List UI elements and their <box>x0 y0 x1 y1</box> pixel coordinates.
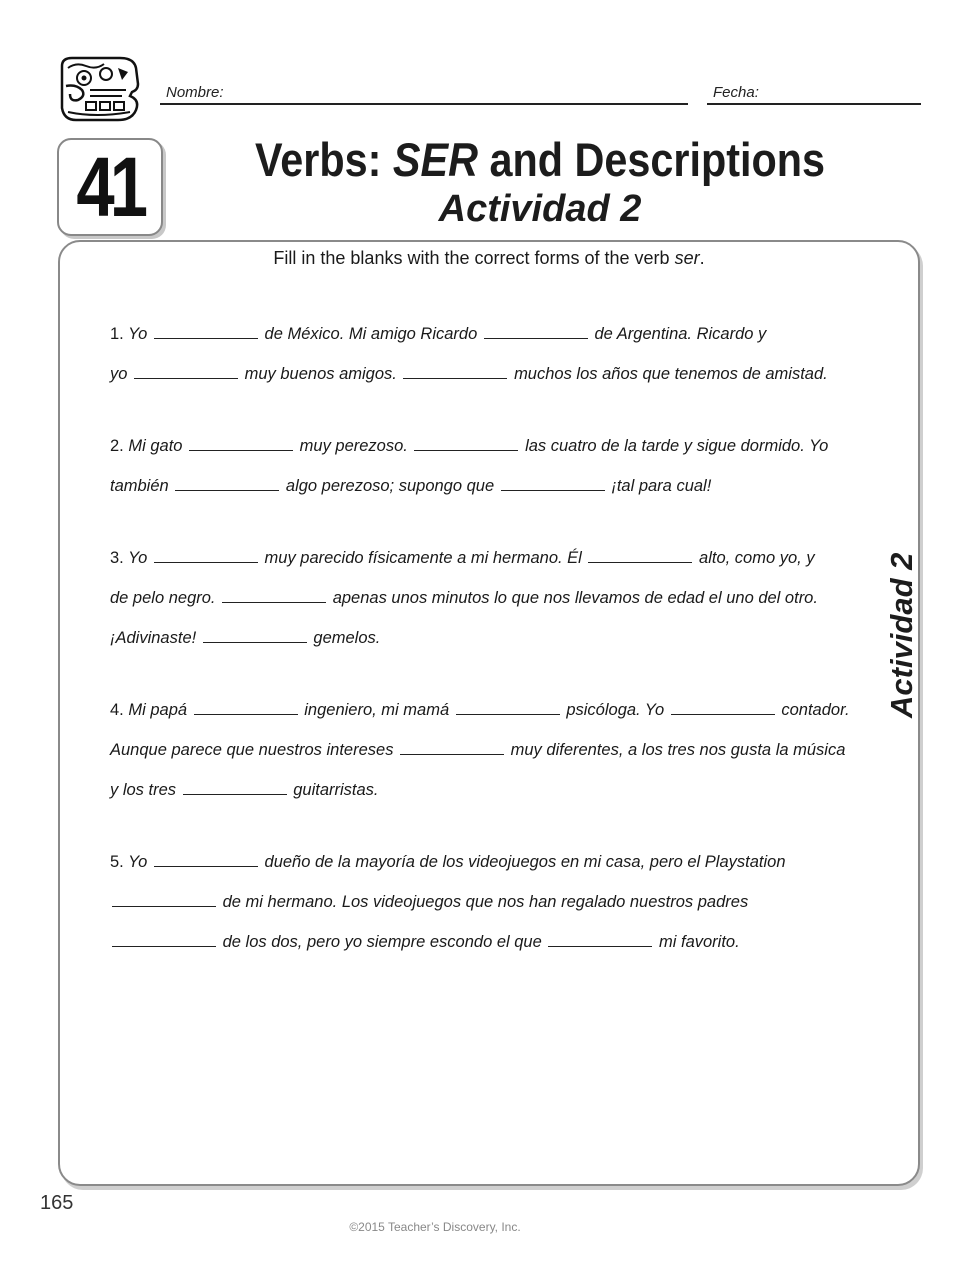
exercise-text: ¡Adivinaste! <box>110 629 197 647</box>
exercise-text: de mi hermano. Los videojuegos que nos han regalado nuestros padres <box>222 893 749 911</box>
exercise-line <box>110 548 815 568</box>
exercise-line <box>110 628 380 648</box>
answer-blank[interactable] <box>134 364 238 379</box>
lesson-number-badge <box>57 138 163 236</box>
name-label: Nombre: <box>166 84 224 101</box>
exercise-text: y los tres <box>110 781 177 799</box>
exercise-text: mi favorito. <box>658 933 740 951</box>
exercise-text: alto, como yo, y <box>699 549 815 567</box>
exercise-panel <box>58 240 920 1186</box>
exercise-line <box>110 324 766 344</box>
exercise-text: también <box>110 477 169 495</box>
exercise-text: de pelo negro. <box>110 589 216 607</box>
side-tab-label: Actividad 2 <box>884 552 919 718</box>
date-field[interactable] <box>707 103 921 105</box>
exercise-text: Mi papá <box>128 701 188 719</box>
exercise-line <box>110 852 786 872</box>
answer-blank[interactable] <box>403 364 507 379</box>
exercise-text: ingeniero, mi mamá <box>304 701 450 719</box>
exercise-number: 4. <box>110 701 124 719</box>
answer-blank[interactable] <box>112 892 216 907</box>
exercise-text: psicóloga. Yo <box>566 701 665 719</box>
answer-blank[interactable] <box>154 324 258 339</box>
page-title <box>206 132 875 187</box>
exercise-text: dueño de la mayoría de los videojuegos en mi casa, pero el Playstation <box>264 853 786 871</box>
exercise-number: 1. <box>110 325 124 343</box>
exercise-text: de Argentina. Ricardo y <box>594 325 767 343</box>
exercise-line <box>110 436 828 456</box>
answer-blank[interactable] <box>203 628 307 643</box>
name-field[interactable] <box>160 103 688 105</box>
exercise-line <box>110 740 845 760</box>
instructions-end: . <box>699 248 705 268</box>
page-number: 165 <box>40 1192 74 1214</box>
exercise-text: muy buenos amigos. <box>244 365 397 383</box>
exercise-text: guitarristas. <box>293 781 379 799</box>
answer-blank[interactable] <box>112 932 216 947</box>
answer-blank[interactable] <box>194 700 298 715</box>
copyright: ©2015 Teacher’s Discovery, Inc. <box>349 1220 521 1234</box>
exercise-text: Yo <box>128 853 148 871</box>
exercise-text: Yo <box>128 325 148 343</box>
title-suffix: and Descriptions <box>477 133 826 186</box>
exercise-text: muchos los años que tenemos de amistad. <box>514 365 828 383</box>
answer-blank[interactable] <box>414 436 518 451</box>
page-subtitle: Actividad 2 <box>438 188 642 230</box>
exercise-text: muy parecido físicamente a mi hermano. Él <box>264 549 582 567</box>
title-verb: SER <box>392 133 478 186</box>
exercise-text: contador. <box>781 701 850 719</box>
mayan-glyph-logo-icon <box>56 56 142 122</box>
answer-blank[interactable] <box>222 588 326 603</box>
exercise-text: las cuatro de la tarde y sigue dormido. Yo <box>525 437 829 455</box>
exercise-text: Yo <box>128 549 148 567</box>
exercise-text: muy perezoso. <box>299 437 408 455</box>
exercise-text: gemelos. <box>313 629 381 647</box>
answer-blank[interactable] <box>484 324 588 339</box>
exercise-line <box>110 892 748 912</box>
exercise-text: Mi gato <box>128 437 183 455</box>
exercise-number: 2. <box>110 437 124 455</box>
answer-blank[interactable] <box>501 476 605 491</box>
exercise-text: de México. Mi amigo Ricardo <box>264 325 478 343</box>
date-label: Fecha: <box>713 84 759 101</box>
exercise-text: Aunque parece que nuestros intereses <box>110 741 394 759</box>
exercise-text: yo <box>110 365 128 383</box>
exercise-text: muy diferentes, a los tres nos gusta la música <box>510 741 846 759</box>
instructions-verb: ser <box>674 248 700 268</box>
answer-blank[interactable] <box>671 700 775 715</box>
exercise-number: 3. <box>110 549 124 567</box>
lesson-number: 41 <box>76 139 144 234</box>
exercise-line <box>110 364 828 384</box>
exercise-line <box>110 700 850 720</box>
exercise-number: 5. <box>110 853 124 871</box>
answer-blank[interactable] <box>456 700 560 715</box>
answer-blank[interactable] <box>588 548 692 563</box>
answer-blank[interactable] <box>175 476 279 491</box>
instructions-text: Fill in the blanks with the correct forms of the verb <box>273 248 675 268</box>
exercise-text: apenas unos minutos lo que nos llevamos de edad el uno del otro. <box>332 589 818 607</box>
answer-blank[interactable] <box>189 436 293 451</box>
exercise-line <box>110 476 711 496</box>
answer-blank[interactable] <box>154 548 258 563</box>
exercise-text: de los dos, pero yo siempre escondo el que <box>222 933 542 951</box>
answer-blank[interactable] <box>548 932 652 947</box>
exercise-text: ¡tal para cual! <box>611 477 712 495</box>
instructions <box>60 248 918 269</box>
answer-blank[interactable] <box>183 780 287 795</box>
exercise-line <box>110 780 379 800</box>
exercise-line <box>110 932 740 952</box>
answer-blank[interactable] <box>154 852 258 867</box>
answer-blank[interactable] <box>400 740 504 755</box>
exercise-line <box>110 588 818 608</box>
exercise-text: algo perezoso; supongo que <box>285 477 495 495</box>
title-prefix: Verbs: <box>254 133 393 186</box>
